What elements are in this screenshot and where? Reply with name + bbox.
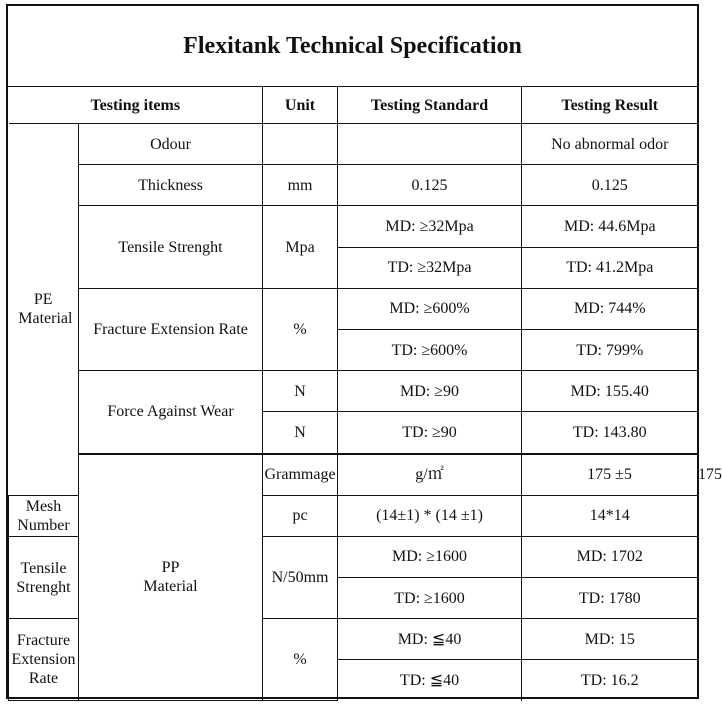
standard-cell: MD: ≥1600 <box>338 536 522 577</box>
header-testing-result: Testing Result <box>522 87 698 124</box>
table-row <box>9 206 698 247</box>
item-grammage: Grammage <box>263 454 338 496</box>
result-cell: TD: 16.2 <box>522 660 698 701</box>
result-cell: 0.125 <box>522 165 698 206</box>
unit-cell: % <box>263 288 338 370</box>
group-label-pe: PE Material <box>9 124 79 496</box>
item-fracture-extension-rate: Fracture Extension Rate <box>9 619 79 701</box>
standard-cell <box>338 124 522 165</box>
standard-cell: MD: ≦40 <box>338 619 522 660</box>
item-force-against-wear: Force Against Wear <box>79 371 263 454</box>
unit-cell: g/㎡ <box>338 454 522 496</box>
item-tensile-strength: Tensile Strenght <box>79 206 263 288</box>
standard-cell: (14±1) * (14 ±1) <box>338 495 522 536</box>
item-mesh-number: Mesh Number <box>9 495 79 536</box>
standard-cell: MD: ≥600% <box>338 288 522 329</box>
standard-cell: TD: ≥90 <box>338 412 522 454</box>
spec-table <box>8 87 722 701</box>
header-unit: Unit <box>263 87 338 124</box>
unit-cell: N/50mm <box>263 536 338 618</box>
item-fracture-extension-rate: Fracture Extension Rate <box>79 288 263 370</box>
unit-cell <box>263 124 338 165</box>
table-row <box>9 165 698 206</box>
result-cell: MD: 155.40 <box>522 371 698 412</box>
unit-cell: pc <box>263 495 338 536</box>
standard-cell: 175 ±5 <box>522 454 698 496</box>
standard-cell: TD: ≥32Mpa <box>338 247 522 288</box>
result-cell: TD: 799% <box>522 329 698 370</box>
unit-cell: Mpa <box>263 206 338 288</box>
header-testing-items: Testing items <box>9 87 263 124</box>
spec-sheet <box>6 4 722 699</box>
result-cell: MD: 15 <box>522 619 698 660</box>
item-tensile-strength: Tensile Strenght <box>9 536 79 618</box>
standard-cell: MD: ≥90 <box>338 371 522 412</box>
item-thickness: Thickness <box>79 165 263 206</box>
table-header-row <box>9 87 698 124</box>
group-label-pp: PP Material <box>79 454 263 701</box>
result-cell: TD: 143.80 <box>522 412 698 454</box>
result-cell: MD: 744% <box>522 288 698 329</box>
result-cell: 14*14 <box>522 495 698 536</box>
standard-cell: TD: ≦40 <box>338 660 522 701</box>
standard-cell: TD: ≥1600 <box>338 578 522 619</box>
unit-cell: N <box>263 412 338 454</box>
standard-cell: 0.125 <box>338 165 522 206</box>
result-cell: TD: 41.2Mpa <box>522 247 698 288</box>
result-cell: MD: 44.6Mpa <box>522 206 698 247</box>
table-row <box>9 124 698 165</box>
standard-cell: TD: ≥600% <box>338 329 522 370</box>
table-row <box>9 371 698 412</box>
unit-cell: mm <box>263 165 338 206</box>
item-odour: Odour <box>79 124 263 165</box>
result-cell: TD: 1780 <box>522 578 698 619</box>
result-cell: No abnormal odor <box>522 124 698 165</box>
table-row <box>9 288 698 329</box>
unit-cell: % <box>263 619 338 701</box>
result-cell: MD: 1702 <box>522 536 698 577</box>
unit-cell: N <box>263 371 338 412</box>
header-testing-standard: Testing Standard <box>338 87 522 124</box>
table-row: PP Material Grammage g/㎡ 175 ±5 175 <box>9 454 698 496</box>
standard-cell: MD: ≥32Mpa <box>338 206 522 247</box>
page-title: Flexitank Technical Specification <box>8 6 697 87</box>
